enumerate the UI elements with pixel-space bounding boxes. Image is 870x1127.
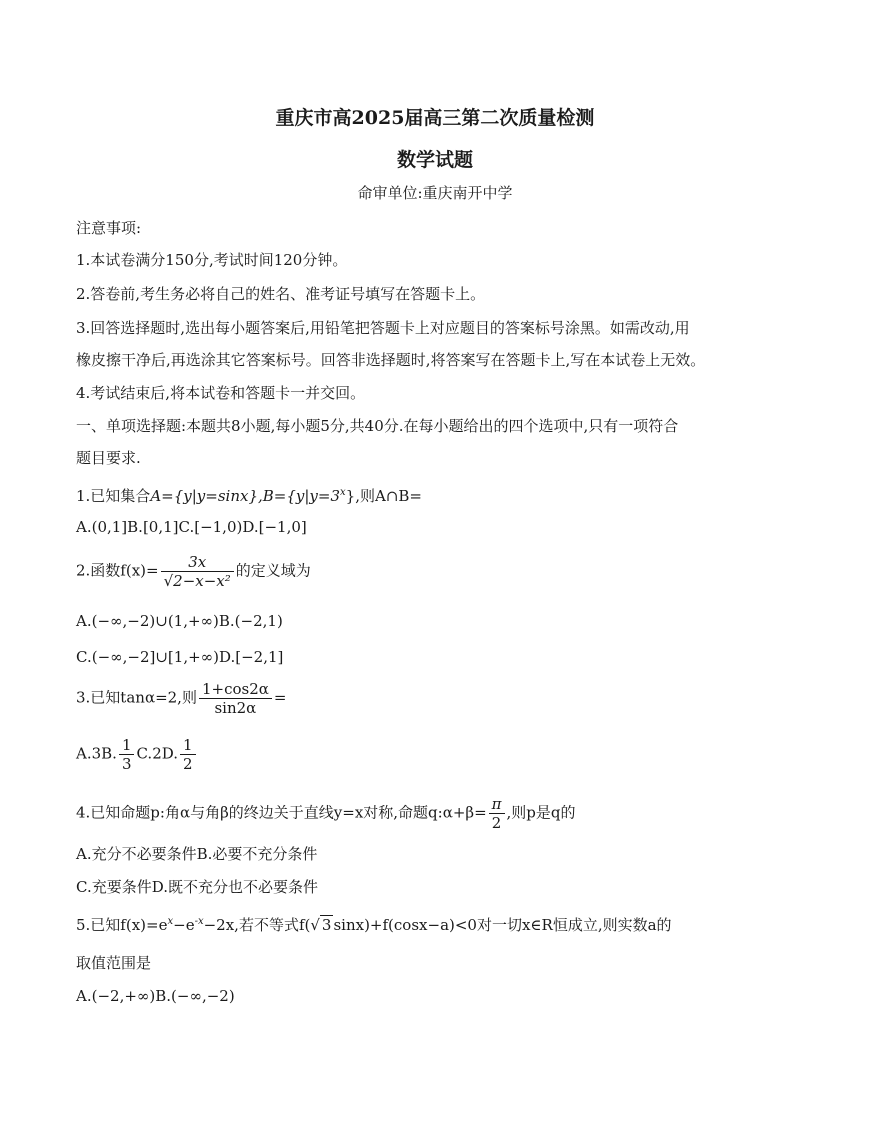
notice-item-3a: 3.回答选择题时,选出每小题答案后,用铅笔把答题卡上对应题目的答案标号涂黑。如需改动,用 <box>76 319 690 337</box>
sqrt-sign-icon: √ <box>163 572 174 590</box>
q4-fraction <box>489 795 505 832</box>
q1-stem-a: 1.已知集合 <box>76 487 151 505</box>
q3-opt-d-den: 2 <box>180 754 196 773</box>
q3-stem-a: 3.已知tanα=2,则 <box>76 688 197 707</box>
q2-stem <box>76 553 311 590</box>
q4-numerator: π <box>491 795 502 813</box>
q2-fraction <box>161 553 234 590</box>
q4-stem-a: 4.已知命题p:角α与角β的终边关于直线y=x对称,命题q:α+β= <box>76 803 487 822</box>
q1-stem <box>76 483 422 506</box>
q3-opt-a: A.3B. <box>76 744 117 763</box>
q2-stem-b: 的定义域为 <box>235 561 311 580</box>
q3-opt-c: C.2D. <box>136 744 178 763</box>
q1-set-a: A={y|y=sinx} <box>150 487 258 505</box>
q5-stem-c: −2x,若不等式f( <box>203 916 311 934</box>
q3-fraction <box>199 680 272 717</box>
q5-radicand: 3 <box>321 916 332 934</box>
q4-stem <box>76 795 575 832</box>
exam-title: 重庆市高2025届高三第二次质量检测 <box>275 107 595 129</box>
q5-stem-a: 5.已知f(x)=e <box>76 916 168 934</box>
section1-line2: 题目要求. <box>76 449 141 467</box>
notice-item-4: 4.考试结束后,将本试卷和答题卡一并交回。 <box>76 384 366 402</box>
q5-stem <box>76 912 672 935</box>
q2-options-2: C.(−∞,−2]∪[1,+∞)D.[−2,1] <box>76 648 284 666</box>
q2-radicand: 2−x−x² <box>173 572 231 590</box>
q4-options-2: C.充要条件D.既不充分也不必要条件 <box>76 878 318 896</box>
sqrt-sign-icon: √ <box>310 916 320 934</box>
q3-stem <box>76 680 286 717</box>
notice-item-1: 1.本试卷满分150分,考试时间120分钟。 <box>76 251 348 269</box>
q3-stem-b: = <box>273 688 287 707</box>
q5-sqrt <box>310 915 333 935</box>
q1-set-b-exp: x <box>340 487 346 498</box>
q5-stem-line2: 取值范围是 <box>76 954 152 972</box>
q3-opt-b-den: 3 <box>119 754 135 773</box>
q1-options: A.(0,1]B.[0,1]C.[−1,0)D.[−1,0] <box>76 518 307 536</box>
q2-numerator: 3x <box>188 553 207 571</box>
q4-denominator: 2 <box>489 813 505 832</box>
notice-item-2: 2.答卷前,考生务必将自己的姓名、准考证号填写在答题卡上。 <box>76 285 486 303</box>
setter-unit: 命审单位:重庆南开中学 <box>357 184 513 202</box>
notice-item-3b: 橡皮擦干净后,再选涂其它答案标号。回答非选择题时,将答案写在答题卡上,写在本试卷上无效。 <box>76 351 706 369</box>
q3-opt-b-frac <box>119 736 135 773</box>
q2-options-1: A.(−∞,−2)∪(1,+∞)B.(−2,1) <box>76 612 283 630</box>
q2-stem-a: 2.函数f(x)= <box>76 561 159 580</box>
q4-stem-b: ,则p是q的 <box>506 803 576 822</box>
q5-exp-2: -x <box>194 916 204 927</box>
q5-exp-1: x <box>167 916 174 927</box>
q1-set-b-post: },则A∩B= <box>345 487 422 505</box>
q5-stem-d: sinx)+f(cosx−a)<0对一切x∈R恒成立,则实数a的 <box>333 916 672 934</box>
subject-title: 数学试题 <box>396 149 473 171</box>
q1-set-b-pre: ,B={y|y=3 <box>258 487 341 505</box>
section1-line1: 一、单项选择题:本题共8小题,每小题5分,共40分.在每小题给出的四个选项中,只有一项符合 <box>76 417 679 435</box>
q3-opt-d-num: 1 <box>183 736 193 754</box>
q4-options-1: A.充分不必要条件B.必要不充分条件 <box>76 845 318 863</box>
q3-denominator: sin2α <box>199 698 272 717</box>
q5-stem-b: −e <box>173 916 195 934</box>
q3-opt-d-frac <box>180 736 196 773</box>
q2-denominator <box>161 571 234 590</box>
q5-options-1: A.(−2,+∞)B.(−∞,−2) <box>76 987 235 1005</box>
notice-heading: 注意事项: <box>76 219 142 237</box>
q3-options <box>76 736 198 773</box>
q3-numerator: 1+cos2α <box>201 680 269 698</box>
q3-opt-b-num: 1 <box>121 736 132 754</box>
